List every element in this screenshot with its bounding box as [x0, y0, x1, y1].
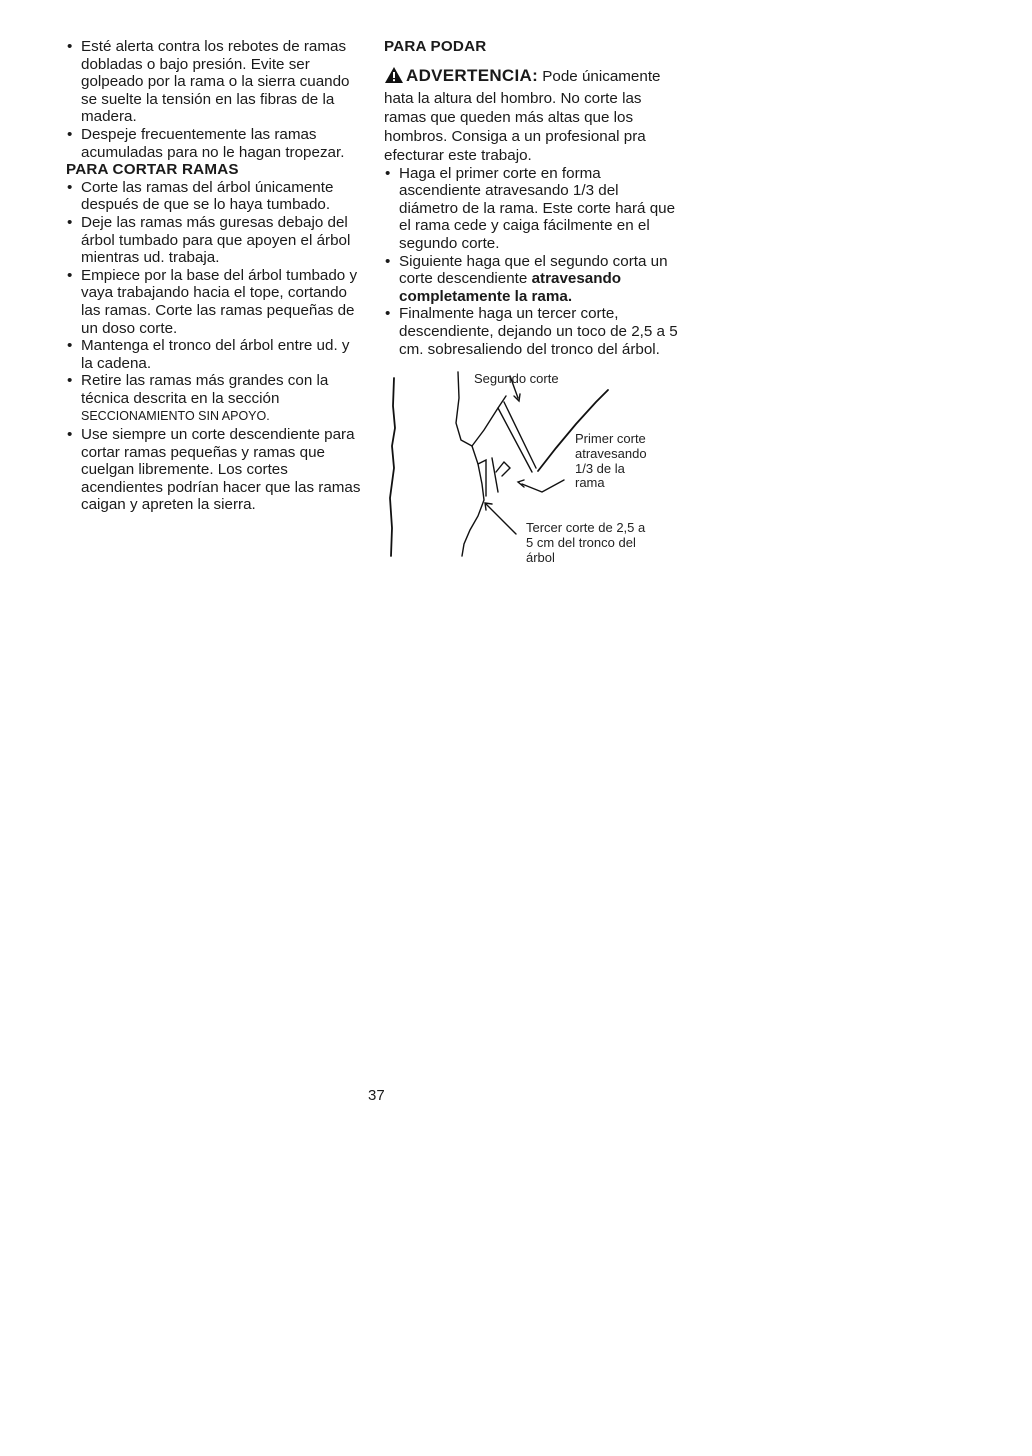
section-reference: SECCIONAMIENTO SIN APOYO.	[81, 409, 270, 424]
warning-text: Pode únicamente hata la altura del hombro. No corte las ramas que queden más altas que los hombros. Consiga a un profesional pra efecturar este trabajo.	[384, 67, 661, 164]
list-item: • Esté alerta contra los rebotes de ramas dobladas o bajo presión. Evite ser golpeado por la rama o la sierra cuando se suelte la tensión en las fibras de la madera.	[66, 38, 362, 126]
segundo-corte-text: Siguiente haga que el segundo corta un corte descendiente	[399, 252, 668, 288]
left-column	[66, 38, 362, 514]
list-item: • Despeje frecuentemente las ramas acumuladas para no le hagan tropezar.	[66, 126, 362, 161]
label-tercer-corte: Tercer corte de 2,5 a 5 cm del tronco del árbol	[526, 520, 646, 565]
list-item: • Use siempre un corte descendiente para cortar ramas pequeñas y ramas que cuelgan libremente. Los cortes acendientes podrían hacer que las ramas caigan y apreten la sierra.	[66, 426, 362, 514]
label-segundo-corte: Segundo corte	[474, 371, 559, 386]
podar-list	[384, 165, 678, 359]
list-item: • Finalmente haga un tercer corte, descendiente, dejando un toco de 2,5 a 5 cm. sobresaliendo del tronco del árbol.	[384, 305, 678, 358]
page-number: 37	[368, 1087, 385, 1104]
list-item: • Empiece por la base del árbol tumbado y vaya trabajando hacia el tope, cortando las ramas. Corte las ramas pequeñas de un doso corte.	[66, 267, 362, 337]
pruning-diagram	[386, 368, 686, 572]
retire-text: Retire las ramas más grandes con la técnica descrita en la sección	[81, 372, 329, 407]
warning-triangle-icon	[384, 66, 404, 89]
list-item: • Corte las ramas del árbol únicamente después de que se lo haya tumbado.	[66, 179, 362, 214]
warning-title: ADVERTENCIA:	[406, 65, 539, 85]
section-heading-cortar-ramas: PARA CORTAR RAMAS	[66, 161, 239, 179]
warning-paragraph	[384, 66, 678, 165]
list-item: • Mantenga el tronco del árbol entre ud. y la cadena.	[66, 337, 362, 372]
label-primer-corte: Primer corte atravesando 1/3 de la rama	[575, 431, 647, 491]
section-heading-podar: PARA PODAR	[384, 38, 487, 55]
segundo-corte-emphasis: atravesando completamente la rama.	[399, 270, 622, 305]
cortar-ramas-list	[66, 179, 362, 514]
list-item: • Deje las ramas más guresas debajo del árbol tumbado para que apoyen el árbol mientras ud. trabaja.	[66, 214, 362, 267]
list-item	[384, 253, 678, 306]
list-item: • Haga el primer corte en forma ascendiente atravesando 1/3 del diámetro de la rama. Este corte hará que el rama cede y caiga fácilmente en el segundo corte.	[384, 165, 678, 253]
list-item	[66, 372, 362, 426]
safety-list	[66, 38, 362, 161]
right-column	[384, 38, 678, 358]
